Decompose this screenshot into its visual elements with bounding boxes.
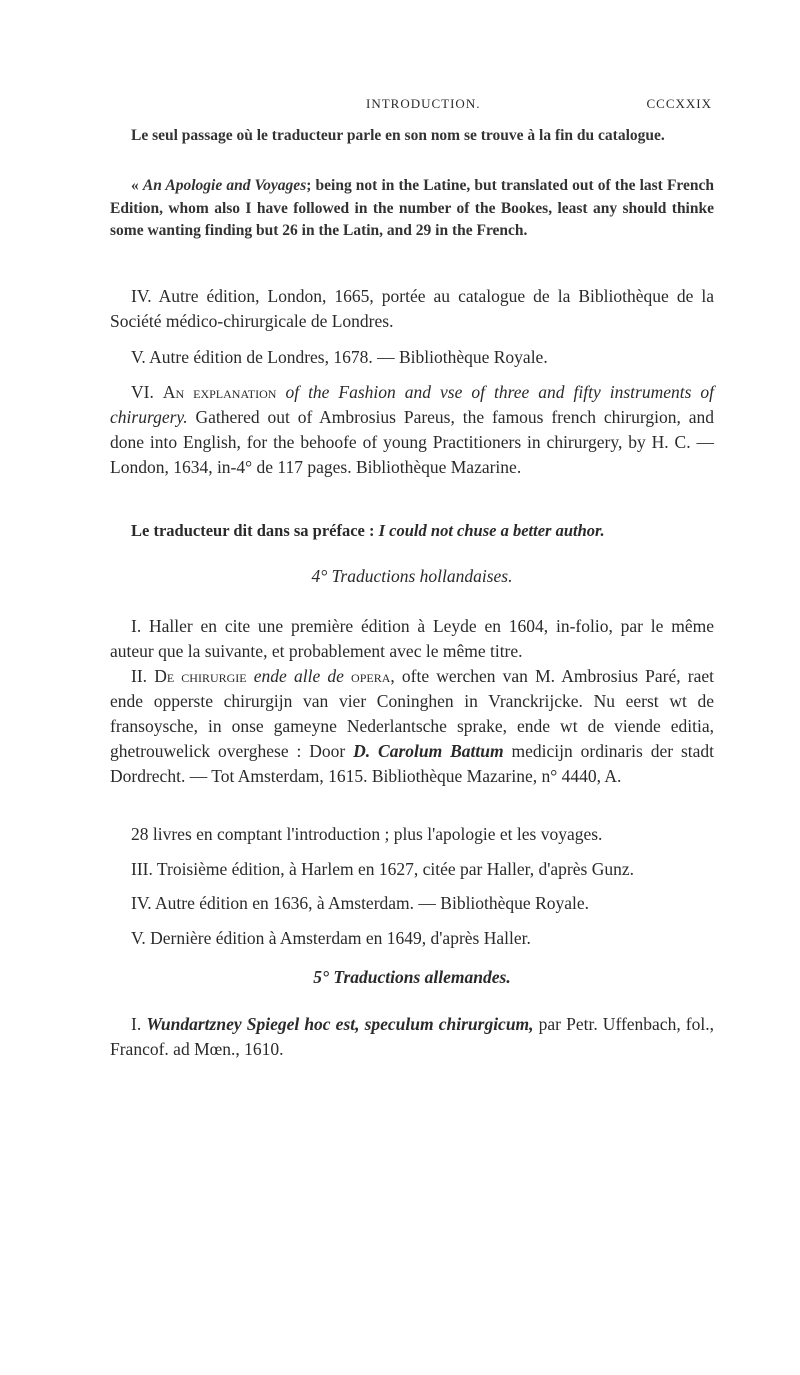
entry-iii-harlem-1627: III. Troisième édition, à Harlem en 1627, citée par Haller, d'après Gunz. [131,859,634,879]
entry-iv-london-1665: IV. Autre édition, London, 1665, portée au catalogue de la Bibliothèque de la Société médico-chirurgicale de Londres. [110,286,714,331]
entry-ii-de-chirurgie: II. De chirurgie ende alle de opera, ofte werchen van M. Ambrosius Paré, raet ende opperste chirurgijn van vier Coninghen in Vranckrijcke. Nu eerst wt de fransoysche, in onse gameyne Nederlantsche sprake, ende wt de viende editia, ghetrouwelick overghese : Door D. Carolum Battum medicijn ordinaris der stadt Dordrecht. — Tot Amsterdam, 1615. Bibliothèque Mazarine, n° 4440, A. [110,666,715,786]
quote-text: ; being not in the Latine, but translated out of the last French Edition, whom also I have followed in the number of the Bookes, least any should thinke some wanting finding but 26 in the Latin, and 29 in the French. [110,177,715,239]
header-title: INTRODUCTION. [366,96,481,111]
quote-title: An Apologie and Voyages [142,177,307,194]
entry-vi-text: Gathered out of Ambrosius Pareus, the famous french chirurgion, and done into English, for the behoofe of young Practitioners in chirurgery, by H. C. — London, 1634, in-4° de 117 pages. Bibliothèque Mazarine. [110,407,714,477]
paragraph-28-livres: 28 livres en comptant l'introduction ; plus l'apologie et les voyages. [131,824,603,844]
paragraph-english-quote [110,175,714,243]
wundartzney-title: Wundartzney Spiegel hoc est, speculum chirurgicum, [146,1014,534,1034]
entry-i-leyde-1604: I. Haller en cite une première édition à Leyde en 1604, in-folio, par le même auteur que la suivante, et probablement avec le même titre. [110,616,714,661]
section-heading-dutch: 4° Traductions hollandaises. [311,566,513,586]
page-number: CCCXXIX [646,96,712,111]
entry-vi-explanation: VI. An explanation of the Fashion and vse of three and fifty instruments of chirurgery. Gathered out of Ambrosius Pareus, the famous french chirurgion, and done into English, for the behoofe of young Practitioners in chirurgery, by H. C. — London, 1634, in-4° de 117 pages. Bibliothèque Mazarine. [110,382,714,477]
entry-iv-amsterdam-1636: IV. Autre édition en 1636, à Amsterdam. — Bibliothèque Royale. [131,893,590,913]
entry-vi-smallcaps: An explanation [162,382,277,402]
quote-open: « [131,177,143,194]
preface-quote: I could not chuse a better author. [378,521,605,540]
paragraph-translator-note: Le seul passage où le traducteur parle en son nom se trouve à la fin du catalogue. [131,127,665,144]
entry-i-wundartzney: I. Wundartzney Spiegel hoc est, speculum chirurgicum, par Petr. Uffenbach, fol., Francof. ad Mœn., 1610. [110,1014,714,1059]
running-header [110,96,712,116]
section-heading-german: 5° Traductions allemandes. [313,967,511,987]
paragraph-preface-note: Le traducteur dit dans sa préface : I could not chuse a better author. [131,521,605,540]
entry-v-london-1678: V. Autre édition de Londres, 1678. — Bibliothèque Royale. [131,347,548,367]
entry-v-amsterdam-1649: V. Dernière édition à Amsterdam en 1649, d'après Haller. [131,928,531,948]
entry-vi-title: of the Fashion and vse of three and fifty instruments of chirurgery. [110,382,714,427]
